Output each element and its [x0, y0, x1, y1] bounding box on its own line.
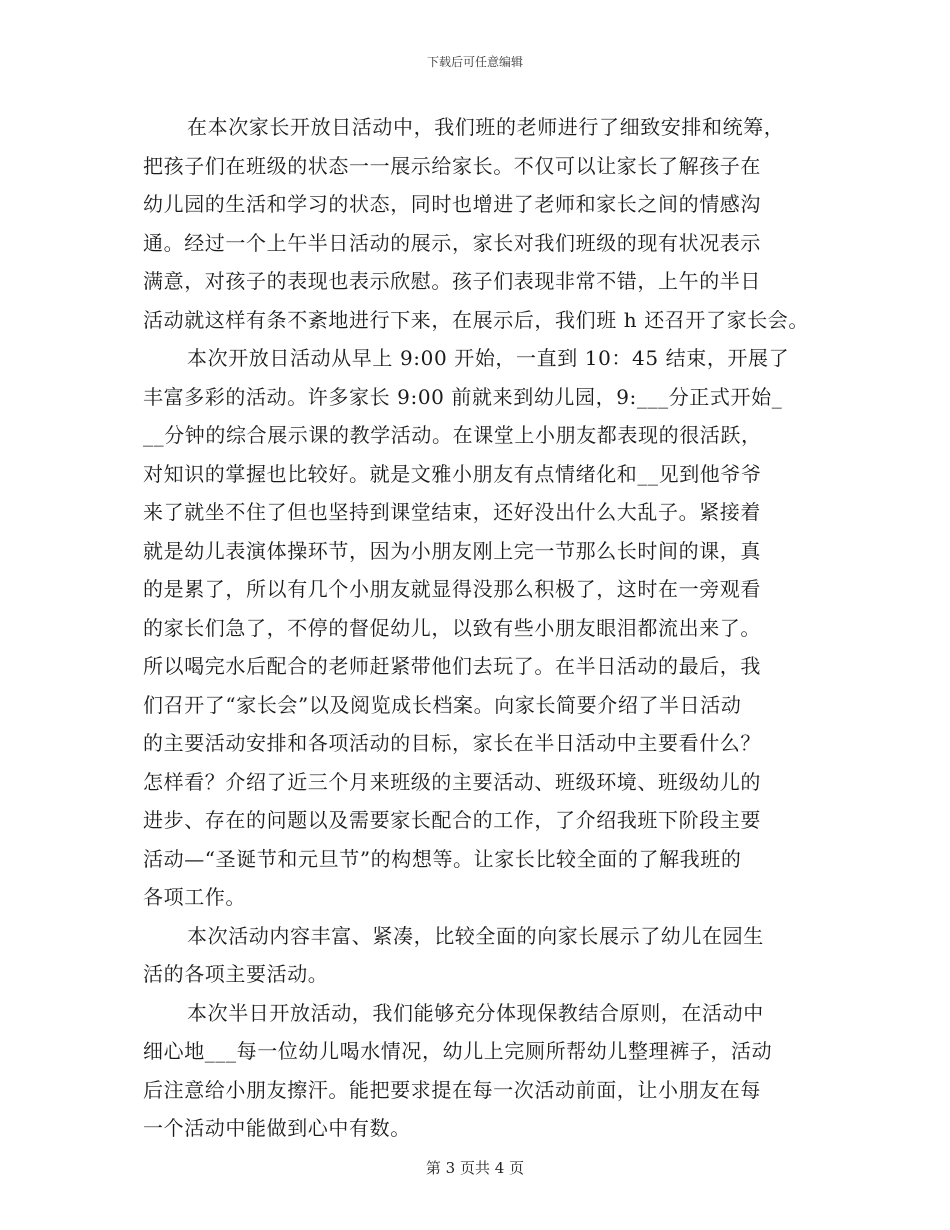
page-header: 下载后可任意编辑 — [426, 55, 523, 69]
paragraph-line: 细心地___每一位幼儿喝水情况，幼儿上完厕所帮幼儿整理裤子，活动 — [143, 1039, 773, 1063]
paragraph-line: 对知识的掌握也比较好。就是文雅小朋友有点情绪化和__见到他爷爷 — [143, 461, 762, 486]
paragraph-line: 所以喝完水后配合的老师赶紧带他们去玩了。在半日活动的最后，我 — [143, 654, 761, 678]
paragraph-line: __分钟的综合展示课的教学活动。在课堂上小朋友都表现的很活跃， — [143, 423, 762, 447]
paragraph-line: 怎样看？介绍了近三个月来班级的主要活动、班级环境、班级幼儿的 — [143, 769, 761, 794]
paragraph-line: 后注意给小朋友擦汗。能把要求提在每一次活动前面，让小朋友在每 — [143, 1077, 761, 1102]
paragraph-line: 一个活动中能做到心中有数。 — [143, 1116, 411, 1140]
paragraph-line: 通。经过一个上午半日活动的展示，家长对我们班级的现有状况表示 — [143, 230, 761, 255]
paragraph-line: 来了就坐不住了但也坚持到课堂结束，还好没出什么大乱子。紧接着 — [143, 500, 761, 524]
paragraph-line: 本次开放日活动从早上 9:00 开始，一直到 10：45 结束，开展了 — [187, 346, 790, 370]
paragraph-line: 本次活动内容丰富、紧凑，比较全面的向家长展示了幼儿在园生 — [187, 923, 764, 948]
paragraph-line: 在本次家长开放日活动中，我们班的老师进行了细致安排和统筹， — [187, 115, 785, 139]
paragraph-line: 活的各项主要活动。 — [143, 962, 329, 986]
paragraph-line: 丰富多彩的活动。许多家长 9:00 前就来到幼儿园，9:___分正式开始_ — [143, 384, 783, 409]
paragraph-line: 活动就这样有条不紊地进行下来，在展示后，我们班 h 还召开了家长会。 — [143, 307, 809, 332]
paragraph-line: 的主要活动安排和各项活动的目标，家长在半日活动中主要看什么？ — [143, 731, 761, 755]
paragraph-line: 幼儿园的生活和学习的状态，同时也增进了老师和家长之间的情感沟 — [143, 192, 761, 216]
paragraph-line: 把孩子们在班级的状态一一展示给家长。不仅可以让家长了解孩子在 — [143, 153, 761, 178]
document-body — [143, 108, 813, 1148]
paragraph-line: 本次半日开放活动，我们能够充分体现保教结合原则，在活动中 — [187, 1000, 764, 1025]
paragraph-line: 就是幼儿表演体操环节，因为小朋友刚上完一节那么长时间的课，真 — [143, 538, 761, 563]
paragraph-line: 进步、存在的问题以及需要家长配合的工作，了介绍我班下阶段主要 — [143, 808, 761, 832]
paragraph-line: 们召开了“家长会”以及阅览成长档案。向家长简要介绍了半日活动 — [143, 692, 742, 717]
paragraph-line: 满意，对孩子的表现也表示欣慰。孩子们表现非常不错，上午的半日 — [143, 269, 761, 293]
paragraph-line: 的家长们急了，不停的督促幼儿，以致有些小朋友眼泪都流出来了。 — [143, 615, 761, 640]
paragraph-line: 的是累了，所以有几个小朋友就显得没那么积极了，这时在一旁观看 — [143, 577, 761, 601]
paragraph-line: 各项工作。 — [143, 885, 246, 909]
paragraph-line: 活动—“圣诞节和元旦节”的构想等。让家长比较全面的了解我班的 — [143, 846, 742, 871]
page-number-footer: 第 3 页共 4 页 — [425, 1159, 525, 1177]
